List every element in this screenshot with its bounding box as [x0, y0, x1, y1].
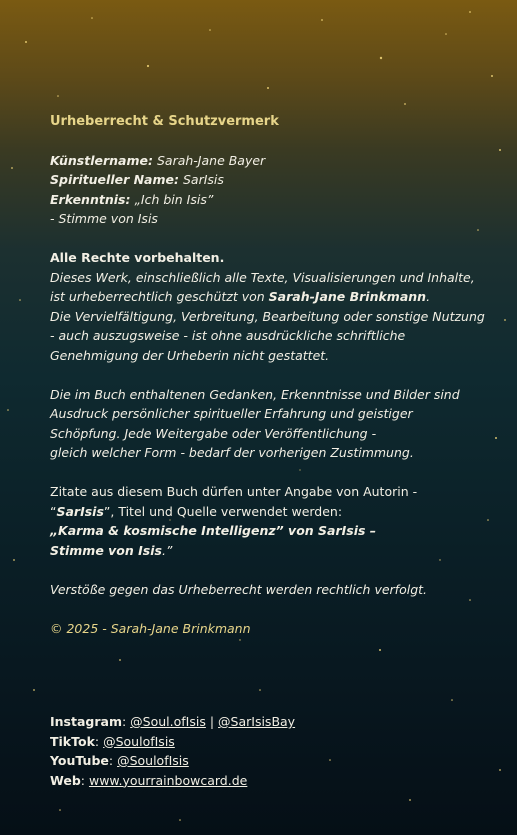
book-title: „Karma & kosmische Intelligenz” von SarIsis – [50, 523, 377, 538]
book-subtitle: Stimme von Isis [50, 542, 162, 558]
web-link[interactable]: www.yourrainbowcard.de [88, 772, 248, 788]
quotes-line: Zitate aus diesem Buch dürfen unter Angabe von Autorin - [50, 484, 418, 499]
violation-notice [50, 580, 490, 600]
youtube-link[interactable]: @SoulofIsis [117, 753, 189, 768]
quote-close: .” [161, 542, 173, 558]
thoughts-line: Ausdruck persönlicher spiritueller Erfahrung und geistiger [50, 406, 413, 421]
rights-heading: Alle Rechte vorbehalten. [50, 250, 225, 265]
copyright-line [50, 619, 490, 639]
instagram-link-1[interactable]: @Soul.ofIsis [130, 714, 206, 729]
instagram-link-2[interactable]: @SarIsisBay [218, 714, 296, 729]
thoughts-line: Die im Buch enthaltenen Gedanken, Erkenntnisse und Bilder sind [50, 386, 460, 402]
quote-open: “ [50, 503, 57, 519]
rights-line: Dieses Werk, einschließlich alle Texte, Visualisierungen und Inhalte, [50, 269, 475, 285]
rights-line: Die Vervielfältigung, Verbreitung, Bearbeitung oder sonstige Nutzung [50, 308, 485, 324]
artist-name: Sarah-Jane Bayer [156, 152, 266, 168]
separator: | [205, 714, 219, 729]
tiktok-link[interactable]: @SoulofIsis [103, 733, 175, 749]
rights-period: . [426, 289, 431, 304]
violation-text: Verstöße gegen das Urheberrecht werden rechtlich verfolgt. [50, 581, 428, 597]
voice-text: - Stimme von Isis [50, 211, 158, 226]
web-label: Web [50, 772, 81, 788]
thoughts-section [50, 385, 490, 463]
rights-section [50, 248, 490, 365]
knowledge-label: Erkenntnis: [50, 191, 131, 207]
spiritual-name-label: Spiritueller Name: [50, 172, 179, 187]
copyright-notice [50, 112, 490, 658]
rights-line: - auch auszugsweise - ist ohne ausdrückliche schriftliche [50, 328, 406, 343]
quotes-section [50, 482, 490, 560]
colon: : [94, 733, 104, 749]
instagram-label: Instagram [50, 714, 122, 729]
artist-info [50, 151, 490, 229]
youtube-label: YouTube [50, 753, 109, 768]
colon: : [108, 753, 118, 768]
rights-line: ist urheberrechtlich geschützt von [50, 289, 269, 304]
social-links [50, 712, 295, 790]
copyright-text: © 2025 - Sarah-Jane Brinkmann [50, 620, 251, 636]
quotes-line: ”, Titel und Quelle verwendet werden: [103, 503, 343, 519]
knowledge-text: „Ich bin Isis” [134, 191, 214, 207]
rights-line: Genehmigung der Urheberin nicht gestattet. [50, 347, 330, 363]
colon: : [80, 772, 89, 788]
author-name: SarIsis [56, 503, 104, 519]
colon: : [121, 714, 131, 729]
tiktok-label: TikTok [50, 733, 95, 749]
thoughts-line: Schöpfung. Jede Weitergabe oder Veröffentlichung - [50, 425, 377, 441]
owner-name: Sarah-Jane Brinkmann [268, 289, 427, 304]
thoughts-line: gleich welcher Form - bedarf der vorherigen Zustimmung. [50, 445, 414, 460]
artist-name-label: Künstlername: [50, 152, 153, 168]
spiritual-name: SarIsis [182, 172, 224, 187]
page-title: Urheberrecht & Schutzvermerk [50, 114, 279, 129]
